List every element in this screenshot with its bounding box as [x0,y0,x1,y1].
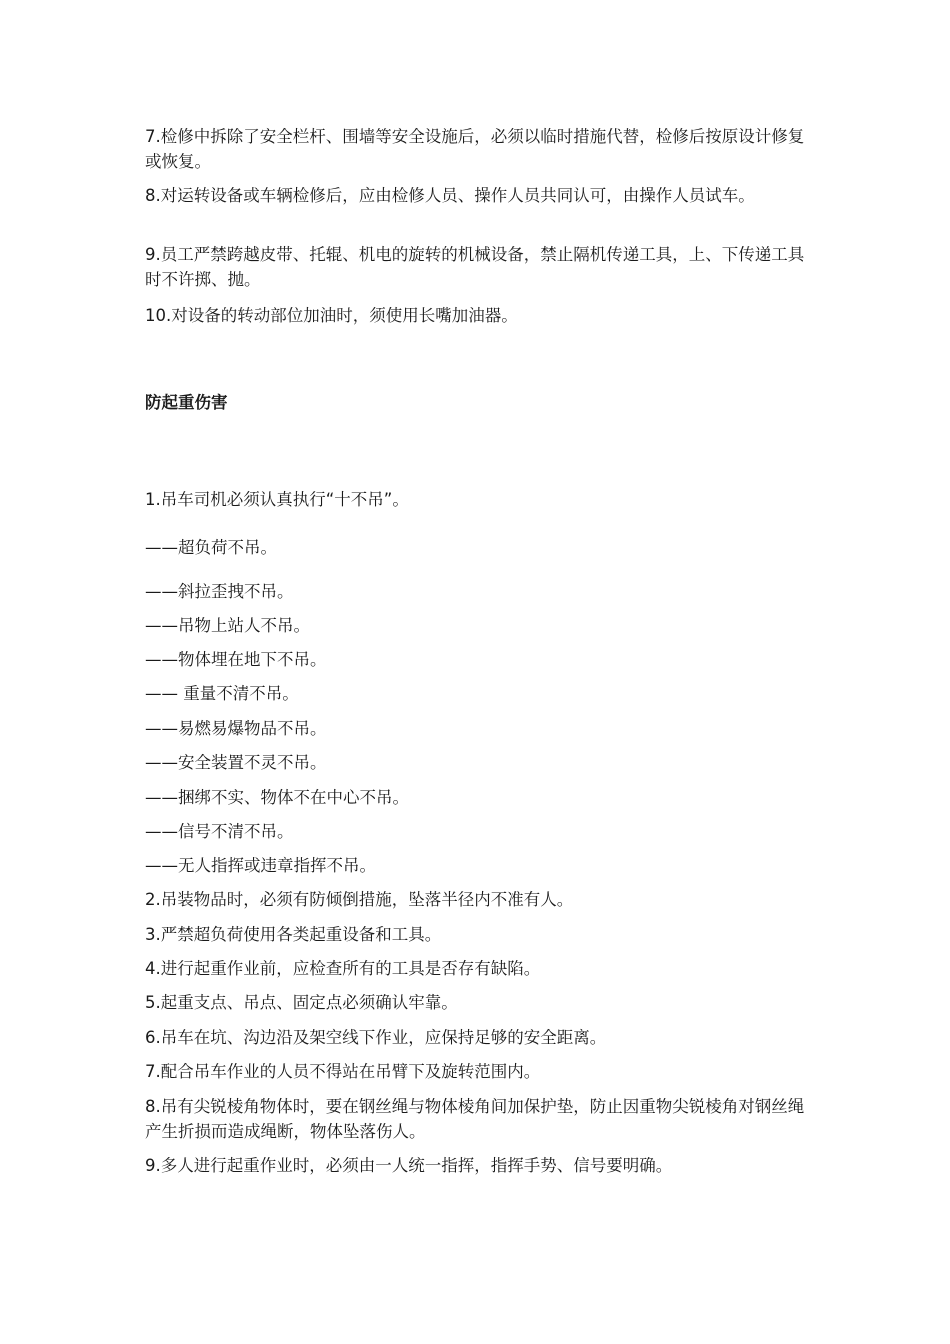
ten-no-lift-item: ——超负荷不吊。 [145,538,277,557]
ten-no-lift-item: ——吊物上站人不吊。 [145,616,310,635]
paragraph-item-8: 8.对运转设备或车辆检修后，应由检修人员、操作人员共同认可，由操作人员试车。 [145,186,755,205]
rule-item-1: 1.吊车司机必须认真执行“十不吊”。 [145,490,409,509]
ten-no-lift-item: ——物体埋在地下不吊。 [145,650,327,669]
section-title: 防起重伤害 [145,393,228,412]
rule-item-7: 7.配合吊车作业的人员不得站在吊臂下及旋转范围内。 [145,1062,541,1081]
rule-item-4: 4.进行起重作业前，应检查所有的工具是否存有缺陷。 [145,959,541,978]
ten-no-lift-item: ——安全装置不灵不吊。 [145,753,327,772]
rule-item-2: 2.吊装物品时，必须有防倾倒措施，坠落半径内不准有人。 [145,890,574,909]
ten-no-lift-item: ——无人指挥或违章指挥不吊。 [145,856,376,875]
rule-item-6: 6.吊车在坑、沟边沿及架空线下作业，应保持足够的安全距离。 [145,1028,607,1047]
ten-no-lift-item: ——斜拉歪拽不吊。 [145,582,294,601]
rule-item-9: 9.多人进行起重作业时，必须由一人统一指挥，指挥手势、信号要明确。 [145,1156,673,1175]
ten-no-lift-item: ——易燃易爆物品不吊。 [145,719,327,738]
ten-no-lift-item: ——捆绑不实、物体不在中心不吊。 [145,788,409,807]
rule-item-5: 5.起重支点、吊点、固定点必须确认牢靠。 [145,993,458,1012]
paragraph-item-10: 10.对设备的转动部位加油时，须使用长嘴加油器。 [145,306,518,325]
paragraph-item-7: 7.检修中拆除了安全栏杆、围墙等安全设施后，必须以临时措施代替，检修后按原设计修复或恢复。 [145,127,805,171]
rule-item-3: 3.严禁超负荷使用各类起重设备和工具。 [145,925,442,944]
rule-item-8: 8.吊有尖锐棱角物体时，要在钢丝绳与物体棱角间加保护垫，防止因重物尖锐棱角对钢丝绳产生折损而造成绳断，物体坠落伤人。 [145,1097,805,1141]
ten-no-lift-item: —— 重量不清不吊。 [145,684,299,703]
ten-no-lift-item: ——信号不清不吊。 [145,822,294,841]
paragraph-item-9: 9.员工严禁跨越皮带、托辊、机电的旋转的机械设备，禁止隔机传递工具，上、下传递工具时不许掷、抛。 [145,245,805,289]
